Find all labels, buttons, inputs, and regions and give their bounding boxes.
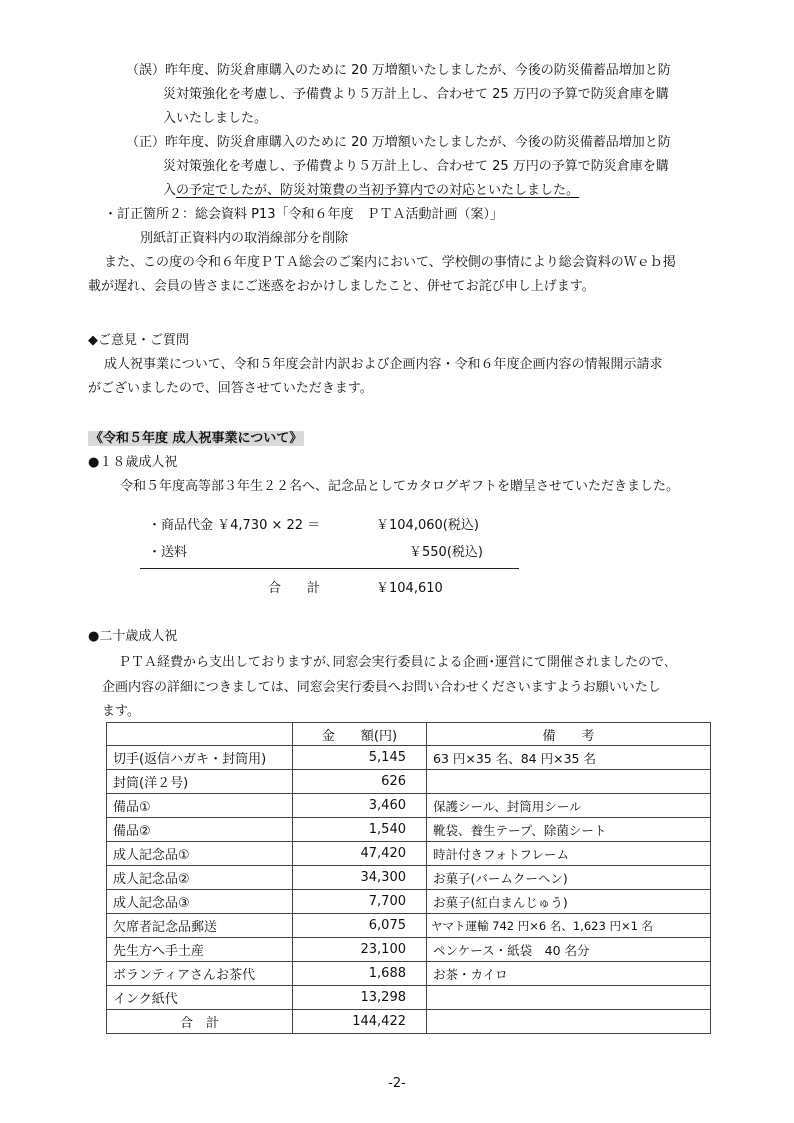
- section-title-text: 《令和５年度 成人祝事業について》: [90, 431, 303, 446]
- row-note: [427, 770, 711, 794]
- row-note: 保護シール、封筒用シール: [427, 794, 711, 818]
- age20-line-3: ます。: [102, 704, 140, 719]
- opinion-line-1: 成人祝事業について、令和５年度会計内訳および企画内容・令和６年度企画内容の情報開示請求: [104, 357, 663, 372]
- right-line-1: （正）昨年度、防災倉庫購入のために 20 万増額いたしましたが、今後の防災備蓄品増加と防: [126, 135, 671, 150]
- expense-table: [106, 722, 711, 1034]
- fix-item-2-detail: 別紙訂正資料内の取消線部分を削除: [140, 231, 349, 246]
- row-item: 成人記念品①: [107, 842, 293, 866]
- subtotal-rule: [140, 568, 519, 569]
- row-amount: 13,298: [293, 986, 427, 1010]
- age18-item1-label: ・商品代金 ￥4,730 × 22 ＝: [148, 518, 321, 533]
- age18-item1-amount: ￥104,060(税込): [376, 518, 479, 533]
- table-row: [107, 818, 711, 842]
- section-title: [88, 429, 304, 449]
- age20-line-2: 企画内容の詳細につきましては、同窓会実行委員へお問い合わせくださいますようお願いいたし: [102, 680, 661, 695]
- page-number: -2-: [388, 1076, 406, 1091]
- row-item: 切手(返信ハガキ・封筒用): [107, 746, 293, 770]
- row-amount: 6,075: [293, 914, 427, 938]
- row-item: 欠席者記念品郵送: [107, 914, 293, 938]
- row-item: ボランティアさんお茶代: [107, 962, 293, 986]
- total-note: [427, 1010, 711, 1034]
- row-amount: 1,688: [293, 962, 427, 986]
- age18-item2-label: ・送料: [148, 545, 188, 560]
- table-row: [107, 842, 711, 866]
- row-item: 先生方へ手土産: [107, 938, 293, 962]
- row-amount: 3,460: [293, 794, 427, 818]
- row-item: 成人記念品③: [107, 890, 293, 914]
- wrong-line-1: （誤）昨年度、防災倉庫購入のために 20 万増額いたしましたが、今後の防災備蓄品増加と防: [126, 63, 671, 78]
- age18-total-amount: ￥104,610: [376, 581, 443, 596]
- right-line-3-start: 入: [163, 183, 177, 198]
- row-note: ヤマト運輸 742 円×6 名、1,623 円×1 名: [427, 914, 711, 938]
- row-item: 成人記念品②: [107, 866, 293, 890]
- age18-total-label: 合 計: [268, 581, 321, 596]
- row-amount: 5,145: [293, 746, 427, 770]
- row-item: 備品①: [107, 794, 293, 818]
- right-line-3-underlined: の予定でしたが、防災対策費の当初予算内での対応といたしました。: [176, 183, 580, 198]
- row-item: 封筒(洋２号): [107, 770, 293, 794]
- row-note: 時計付きフォトフレーム: [427, 842, 711, 866]
- table-row: [107, 746, 711, 770]
- row-note: ペンケース・紙袋 40 名分: [427, 938, 711, 962]
- table-header-row: [107, 723, 711, 746]
- table-row: [107, 866, 711, 890]
- total-label: 合 計: [107, 1010, 293, 1034]
- age20-line-1: ＰＴＡ経費から支出しておりますが､同窓会実行委員による企画･運営にて開催されましたので､: [118, 655, 671, 670]
- table-row: [107, 986, 711, 1010]
- row-note: 靴袋、養生テープ、除菌シート: [427, 818, 711, 842]
- row-amount: 47,420: [293, 842, 427, 866]
- row-note: お菓子(紅白まんじゅう): [427, 890, 711, 914]
- wrong-line-3: 入いたしました。: [163, 111, 268, 126]
- table-total-row: [107, 1010, 711, 1034]
- age18-item2-amount: ￥550(税込): [409, 545, 483, 560]
- opinion-line-2: がございましたので、回答させていただきます。: [88, 381, 373, 396]
- row-amount: 626: [293, 770, 427, 794]
- right-line-2: 災対策強化を考慮し、予備費より５万計上し、合わせて 25 万円の予算で防災倉庫を購: [163, 159, 669, 174]
- row-note: お菓子(バームクーヘン): [427, 866, 711, 890]
- row-note: お茶・カイロ: [427, 962, 711, 986]
- row-item: 備品②: [107, 818, 293, 842]
- table-row: [107, 890, 711, 914]
- opinion-heading: ◆ご意見・ご質問: [88, 333, 189, 348]
- header-item: [107, 723, 293, 746]
- header-amount: 金 額(円): [293, 723, 427, 746]
- age18-heading: ●１８歳成人祝: [88, 455, 178, 470]
- wrong-line-2: 災対策強化を考慮し、予備費より５万計上し、合わせて 25 万円の予算で防災倉庫を購: [163, 87, 669, 102]
- age18-body: 令和５年度高等部３年生２２名へ、記念品としてカタログギフトを贈呈させていただきました。: [120, 479, 680, 494]
- apology-line-2: 載が遅れ、会員の皆さまにご迷惑をおかけしましたこと、併せてお詫び申し上げます。: [88, 279, 595, 294]
- row-item: インク紙代: [107, 986, 293, 1010]
- row-amount: 34,300: [293, 866, 427, 890]
- right-line-3: [163, 181, 579, 201]
- row-note: 63 円×35 名、84 円×35 名: [427, 746, 711, 770]
- row-note: [427, 986, 711, 1010]
- age20-heading: ●二十歳成人祝: [88, 629, 178, 644]
- table-row: [107, 938, 711, 962]
- row-amount: 7,700: [293, 890, 427, 914]
- fix-item-2: ・訂正箇所２：総会資料 P13「令和６年度 ＰＴＡ活動計画（案）」: [104, 207, 504, 222]
- total-amount: 144,422: [293, 1010, 427, 1034]
- header-note: 備 考: [427, 723, 711, 746]
- table-row: [107, 914, 711, 938]
- apology-line-1: また、この度の令和６年度ＰＴＡ総会のご案内において、学校側の事情により総会資料のＷｅｂ掲: [104, 255, 676, 270]
- table-row: [107, 962, 711, 986]
- table-row: [107, 794, 711, 818]
- table-row: [107, 770, 711, 794]
- row-amount: 1,540: [293, 818, 427, 842]
- row-amount: 23,100: [293, 938, 427, 962]
